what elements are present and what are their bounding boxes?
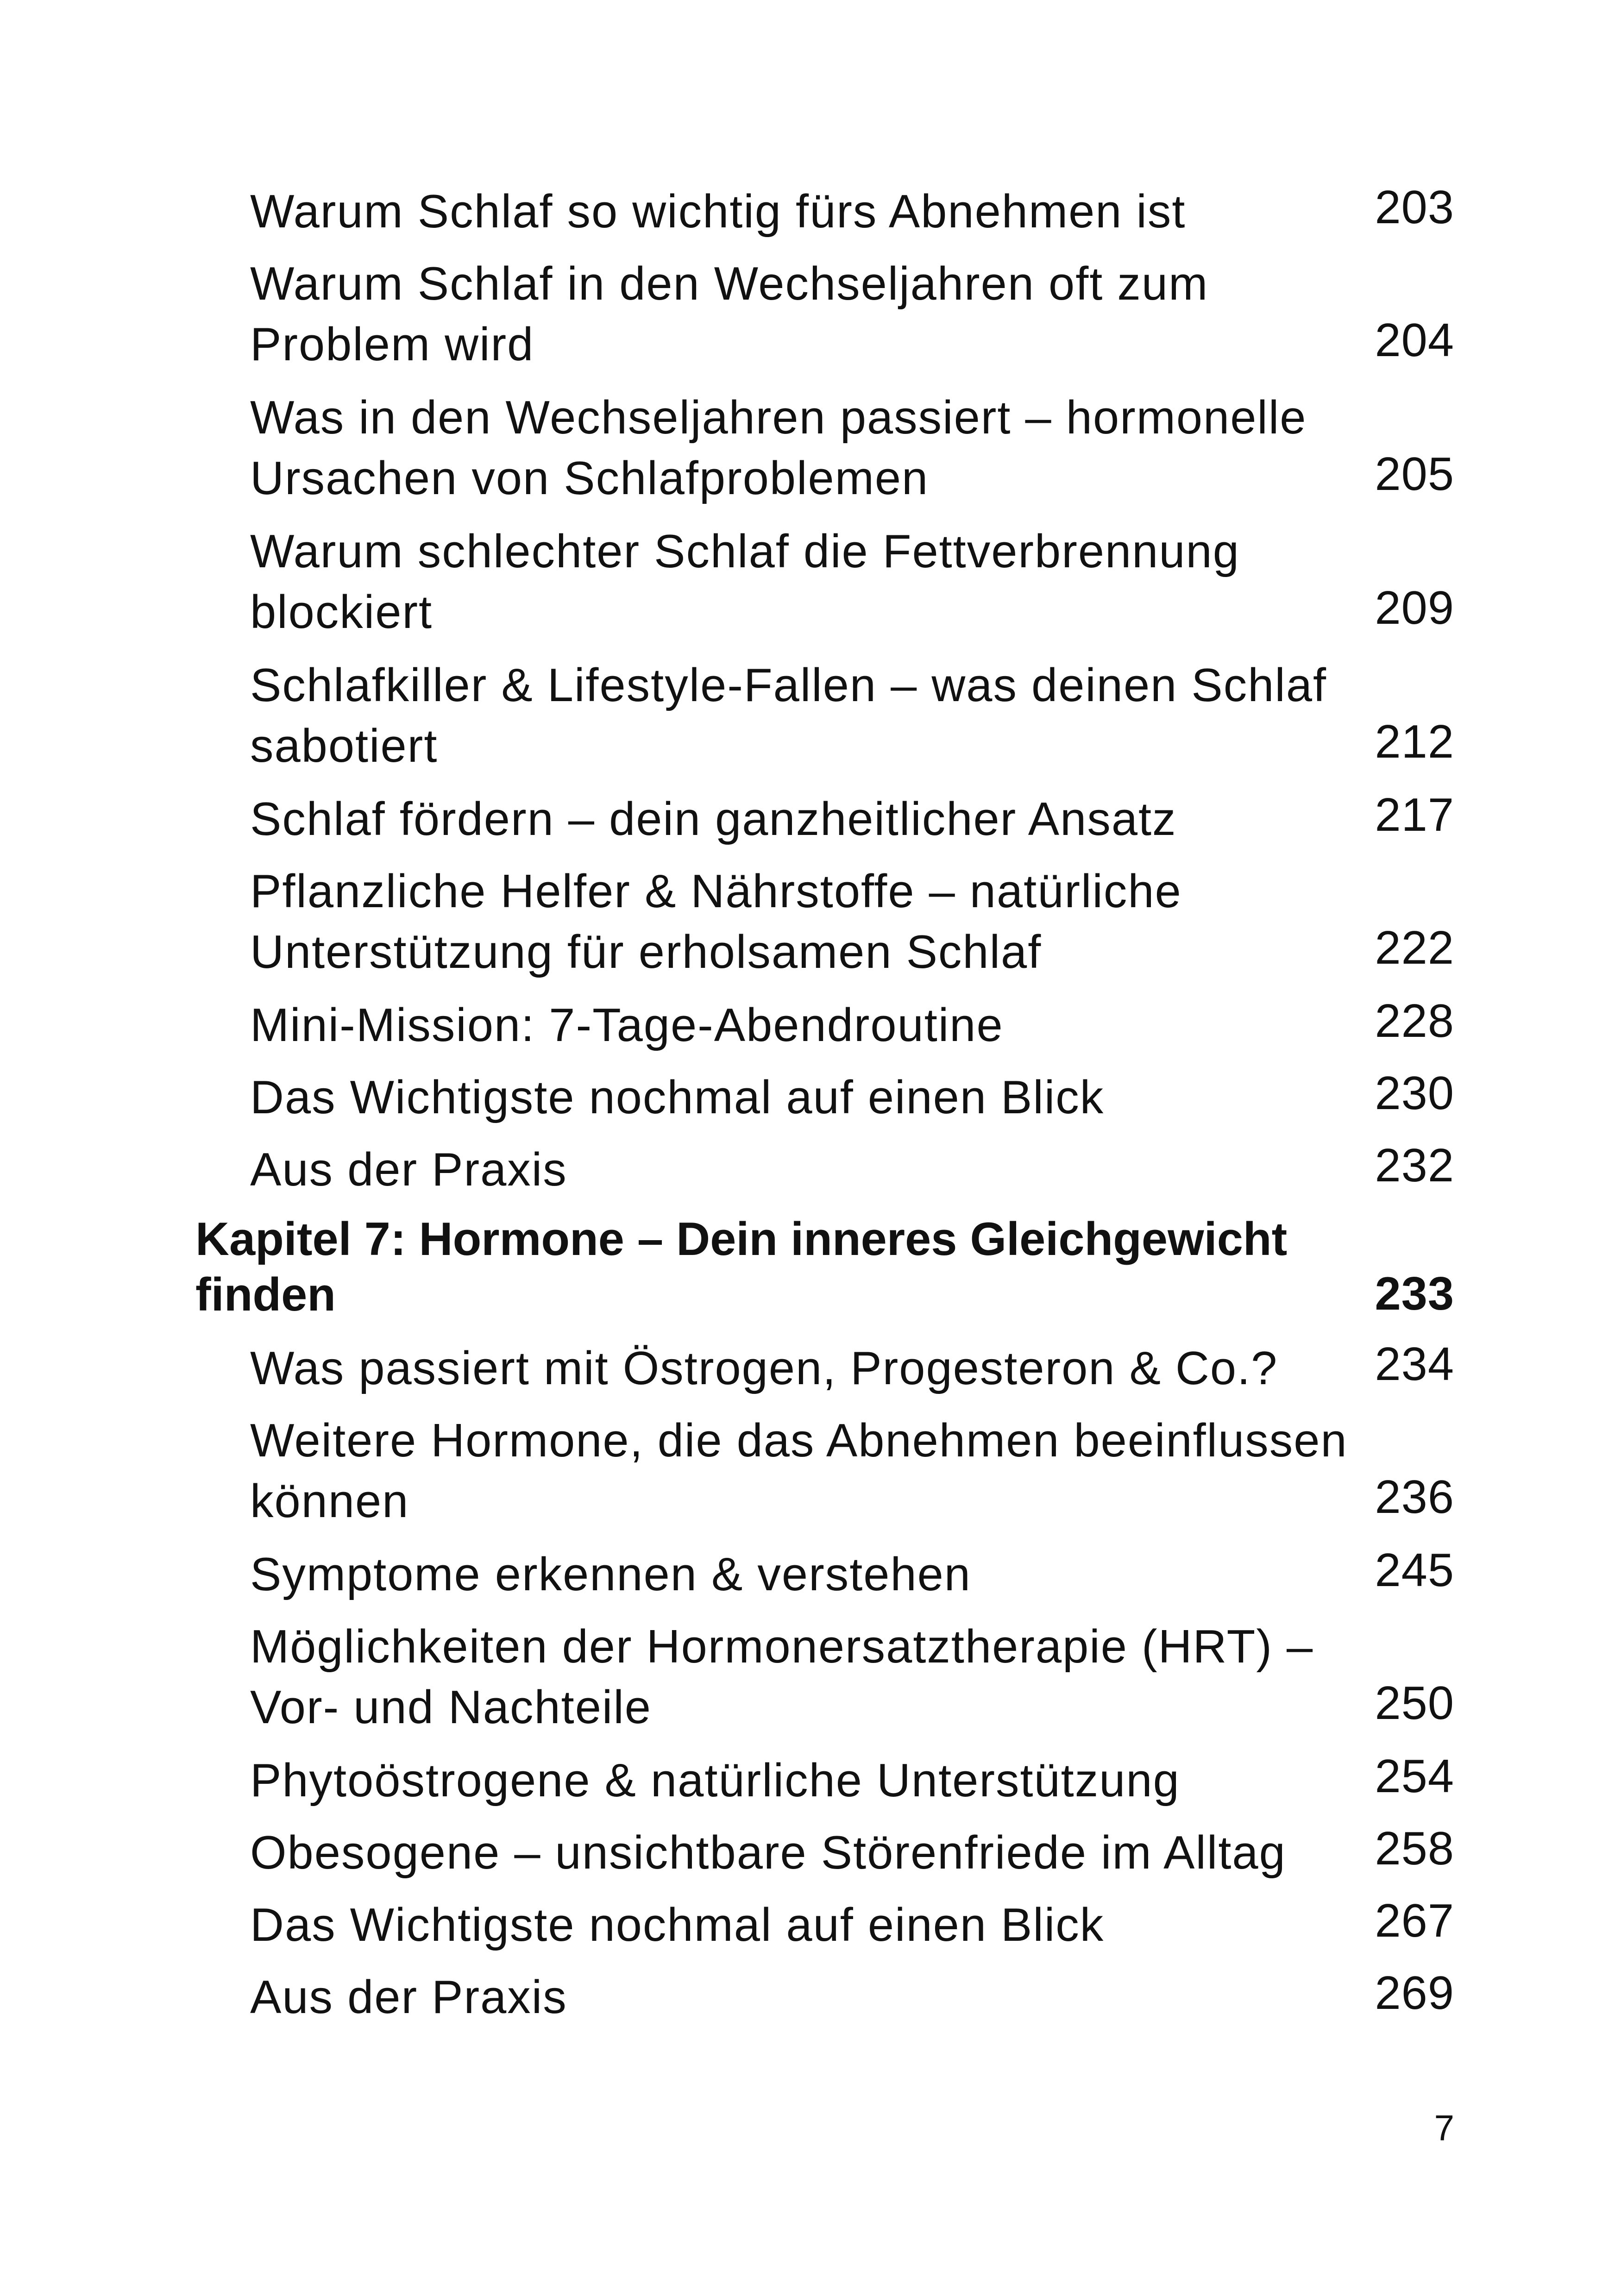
toc-chapter-title-line: finden [195,1269,336,1321]
toc-entry-title-line: Was passiert mit Östrogen, Progesteron & Co.? [250,1342,1278,1394]
toc-entry-title-line: Warum Schlaf in den Wechseljahren oft zum [250,258,1209,310]
toc-entry-title-line: Vor- und Nachteile [250,1681,652,1733]
toc-entry-title-line: Aus der Praxis [250,1144,567,1196]
toc-entry [250,1140,1454,1200]
toc-entry-title-line: Warum Schlaf so wichtig fürs Abnehmen ist [250,186,1186,238]
toc-entry-title-line: Was in den Wechseljahren passiert – hormonelle [250,392,1307,444]
toc-entry [250,1895,1454,1956]
toc-entry-title-line: Weitere Hormone, die das Abnehmen beeinflussen [250,1415,1348,1467]
toc-chapter-title-line: Kapitel 7: Hormone – Dein inneres Gleichgewicht [195,1213,1288,1265]
toc-entry [250,995,1454,1056]
toc-entry [250,1067,1454,1128]
toc-entry-page-number: 258 [1375,1823,1454,1875]
toc-entry-page-number: 204 [1375,314,1454,366]
toc-entry-title-line: Aus der Praxis [250,1971,567,2023]
toc-entry-title-line: Pflanzliche Helfer & Nährstoffe – natürliche [250,866,1182,917]
toc-entry-title-line: Phytoöstrogene & natürliche Unterstützung [250,1755,1180,1807]
toc-entry-page-number: 254 [1375,1750,1454,1802]
toc-entry [250,1823,1454,1883]
toc-entry [250,1750,1454,1811]
toc-entry [250,1967,1454,2028]
toc-entry-title-line: sabotiert [250,720,438,772]
toc-entry [250,1338,1454,1399]
toc-entry-title-line: Schlaf fördern – dein ganzheitlicher Ansatz [250,793,1177,845]
toc-entry-page-number: 222 [1375,922,1454,974]
toc-entry-page-number: 228 [1375,995,1454,1047]
toc-entry [250,182,1454,242]
toc-entry-title-line: Problem wird [250,319,534,370]
toc-entry-title-line: Mini-Mission: 7-Tage-Abendroutine [250,999,1004,1051]
toc-entry-title-line: Ursachen von Schlafproblemen [250,452,929,504]
toc-entry-page-number: 234 [1375,1338,1454,1390]
toc-entry-title-line: Schlafkiller & Lifestyle-Fallen – was deinen Schlaf [250,659,1327,711]
toc-entry-page-number: 267 [1375,1895,1454,1947]
toc-entry [250,521,1454,643]
toc-entry-page-number: 217 [1375,789,1454,841]
toc-entry-page-number: 232 [1375,1140,1454,1192]
toc-entry-title-line: Möglichkeiten der Hormonersatztherapie (HRT) – [250,1621,1314,1673]
toc-entry-title-line: Obesogene – unsichtbare Störenfriede im Alltag [250,1827,1286,1879]
toc-entry [250,861,1454,983]
toc-entry-page-number: 250 [1375,1677,1454,1729]
toc-chapter-page-number: 233 [1375,1268,1454,1320]
toc-entry-page-number: 245 [1375,1544,1454,1596]
toc-entry-title-line: Warum schlechter Schlaf die Fettverbrennung [250,526,1240,577]
toc-entry [250,1617,1454,1738]
toc-entry [250,789,1454,850]
toc-entry [250,1411,1454,1532]
toc-entry-title-line: blockiert [250,586,433,638]
toc-entry [250,655,1454,777]
toc-entry-title-line: Unterstützung für erholsamen Schlaf [250,926,1042,978]
toc-chapter-heading [195,1211,1454,1323]
toc-entry-title-line: Das Wichtigste nochmal auf einen Blick [250,1899,1105,1951]
toc-entry-page-number: 269 [1375,1967,1454,2019]
toc-entry-page-number: 212 [1375,716,1454,768]
toc-entry-page-number: 203 [1375,182,1454,233]
toc-entry-page-number: 236 [1375,1471,1454,1523]
toc-entry-title-line: Symptome erkennen & verstehen [250,1549,971,1600]
toc-entry-title-line: können [250,1475,409,1527]
toc-entry-page-number: 209 [1375,582,1454,634]
toc-entry [250,388,1454,509]
toc-entry-page-number: 230 [1375,1067,1454,1119]
toc-entry [250,1544,1454,1605]
page-number: 7 [1434,2108,1454,2148]
toc-entry-page-number: 205 [1375,448,1454,500]
toc-entry-title-line: Das Wichtigste nochmal auf einen Blick [250,1072,1105,1123]
toc-entry [250,254,1454,375]
